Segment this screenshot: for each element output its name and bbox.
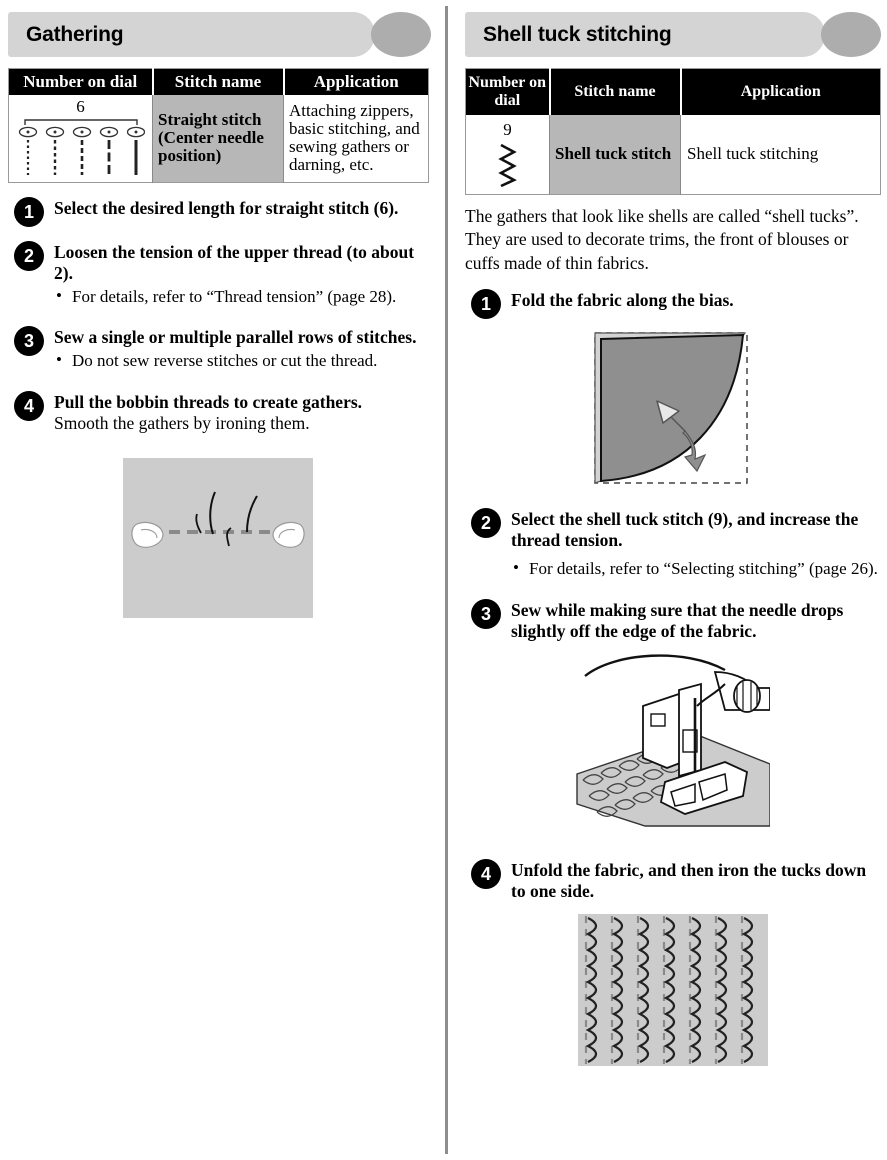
step-bullet: • For details, refer to “Selecting stitching” (page 26). — [511, 559, 880, 579]
step-item — [465, 289, 880, 314]
table-header-row — [466, 69, 881, 115]
figure-presser-foot — [465, 654, 880, 839]
step-number-badge: 4 — [471, 859, 501, 889]
step-title: Sew while making sure that the needle drops slightly off the edge of the fabric. — [511, 600, 844, 642]
step-number-badge: 2 — [14, 241, 44, 271]
step-title: Sew a single or multiple parallel rows of stitches. — [54, 326, 417, 347]
step-bullet-list — [54, 287, 428, 307]
bias-fold-illustration-icon — [585, 325, 760, 490]
header-number-on-dial: Number on dial — [9, 69, 153, 95]
step-item — [8, 391, 428, 434]
step-title: Loosen the tension of the upper thread (to about 2). — [54, 241, 415, 283]
cell-stitch-name: Shell tuck stitch — [550, 115, 681, 195]
step-title: Pull the bobbin threads to create gathers. — [54, 392, 363, 413]
cell-application: Shell tuck stitching — [681, 115, 881, 195]
table-header-row — [9, 69, 429, 95]
left-column — [8, 0, 428, 618]
column-divider — [445, 6, 448, 1154]
figure-bias-fold — [465, 325, 880, 490]
section-title: Gathering — [26, 22, 124, 46]
steps-list-shell-tuck — [465, 289, 880, 1066]
right-column — [465, 0, 880, 1066]
stitch-spec-table-shell-tuck — [465, 68, 881, 195]
step-title: Select the shell tuck stitch (9), and increase the thread tension. — [511, 508, 859, 550]
shell-tuck-stitch-symbol-icon — [495, 142, 521, 188]
section-title: Shell tuck stitching — [483, 22, 672, 46]
header-number-on-dial: Number on dial — [466, 69, 550, 115]
header-application: Application — [681, 69, 881, 115]
step-bullet: • Do not sew reverse stitches or cut the thread. — [54, 351, 428, 371]
table-row — [466, 115, 881, 195]
header-stitch-name: Stitch name — [153, 69, 284, 95]
step-number-badge: 1 — [14, 197, 44, 227]
stitch-spec-table-gathering — [8, 68, 429, 183]
step-item — [465, 859, 880, 902]
step-number-badge: 1 — [471, 289, 501, 319]
steps-list-gathering — [8, 197, 428, 435]
step-bullet-list — [511, 559, 880, 579]
step-title: Fold the fabric along the bias. — [511, 289, 734, 310]
section-banner-shell-tuck — [465, 12, 880, 57]
step-item — [8, 197, 428, 222]
dial-number-value: 9 — [503, 119, 512, 139]
banner-cap — [371, 12, 431, 57]
cell-dial-number — [9, 95, 153, 183]
straight-stitch-diagram-icon — [17, 117, 145, 179]
step-bullet-list — [54, 351, 428, 371]
step-item — [8, 326, 428, 371]
step-subtext: Smooth the gathers by ironing them. — [54, 413, 310, 434]
cell-stitch-name: Straight stitch (Center needle position) — [153, 95, 284, 183]
cell-dial-number — [466, 115, 550, 195]
gathered-fabric-illustration-icon — [123, 458, 313, 618]
figure-gathered-fabric — [8, 458, 428, 618]
step-item — [8, 241, 428, 307]
figure-shell-tuck-pattern — [465, 914, 880, 1066]
step-title: Unfold the fabric, and then iron the tucks down to one side. — [511, 860, 867, 902]
header-stitch-name: Stitch name — [550, 69, 681, 115]
step-number-badge: 3 — [14, 326, 44, 356]
header-application: Application — [284, 69, 429, 95]
step-number-badge: 4 — [14, 391, 44, 421]
intro-paragraph: The gathers that look like shells are called “shell tucks”. They are used to decorate trims, the front of blouses or cuffs made of thin fabrics. — [465, 206, 859, 273]
table-row — [9, 95, 429, 183]
shell-tuck-pattern-illustration-icon — [578, 914, 768, 1066]
step-number-badge: 2 — [471, 508, 501, 538]
step-item — [465, 508, 880, 579]
step-number-badge: 3 — [471, 599, 501, 629]
banner-cap — [821, 12, 881, 57]
step-item — [465, 599, 880, 642]
step-bullet: • For details, refer to “Thread tension” (page 28). — [54, 287, 428, 307]
step-title: Select the desired length for straight stitch (6). — [54, 197, 399, 218]
dial-number-value: 6 — [76, 96, 85, 116]
presser-foot-sewing-illustration-icon — [575, 654, 770, 839]
section-banner-gathering — [8, 12, 428, 57]
cell-application: Attaching zippers, basic stitching, and sewing gathers or darning, etc. — [284, 95, 429, 183]
